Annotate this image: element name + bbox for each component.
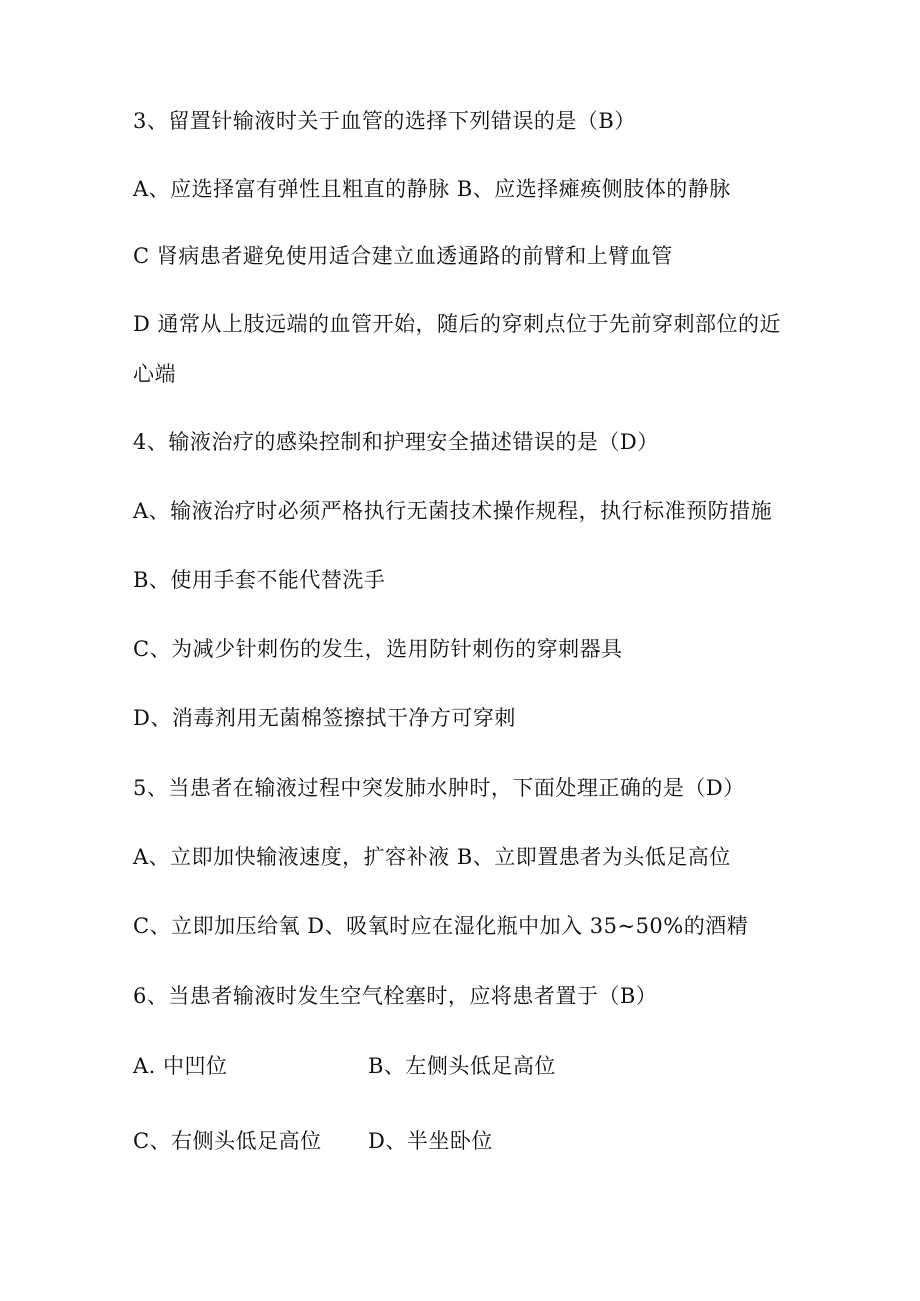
q3-option-d-line1: D 通常从上肢远端的血管开始，随后的穿刺点位于先前穿刺部位的近 — [133, 312, 782, 336]
q4-option-b: B、使用手套不能代替洗手 — [133, 568, 386, 592]
q5-options-ab: A、立即加快输液速度，扩容补液 B、立即置患者为头低足高位 — [133, 845, 731, 869]
q4-option-c: C、为减少针刺伤的发生，选用防针刺伤的穿刺器具 — [133, 637, 623, 661]
q6-stem: 6、当患者输液时发生空气栓塞时，应将患者置于（B） — [133, 984, 658, 1008]
q6-option-c: C、右侧头低足高位 — [133, 1129, 322, 1153]
q3-option-c: C 肾病患者避免使用适合建立血透通路的前臂和上臂血管 — [133, 244, 673, 268]
q6-option-d: D、半坐卧位 — [368, 1129, 493, 1153]
q3-stem: 3、留置针输液时关于血管的选择下列错误的是（B） — [133, 109, 636, 133]
q4-stem: 4、输液治疗的感染控制和护理安全描述错误的是（D） — [133, 430, 659, 454]
q6-option-b: B、左侧头低足高位 — [368, 1054, 556, 1078]
q6-option-a: A. 中凹位 — [133, 1054, 228, 1078]
q3-options-ab: A、应选择富有弹性且粗直的静脉 B、应选择瘫痪侧肢体的静脉 — [133, 177, 731, 201]
q4-option-a: A、输液治疗时必须严格执行无菌技术操作规程，执行标准预防措施 — [133, 499, 773, 523]
q5-options-cd: C、立即加压给氧 D、吸氧时应在湿化瓶中加入 35~50%的酒精 — [133, 914, 749, 938]
q3-option-d-line2: 心端 — [133, 362, 176, 386]
q4-option-d: D、消毒剂用无菌棉签擦拭干净方可穿刺 — [133, 706, 516, 730]
q5-stem: 5、当患者在输液过程中突发肺水肿时，下面处理正确的是（D） — [133, 776, 745, 800]
